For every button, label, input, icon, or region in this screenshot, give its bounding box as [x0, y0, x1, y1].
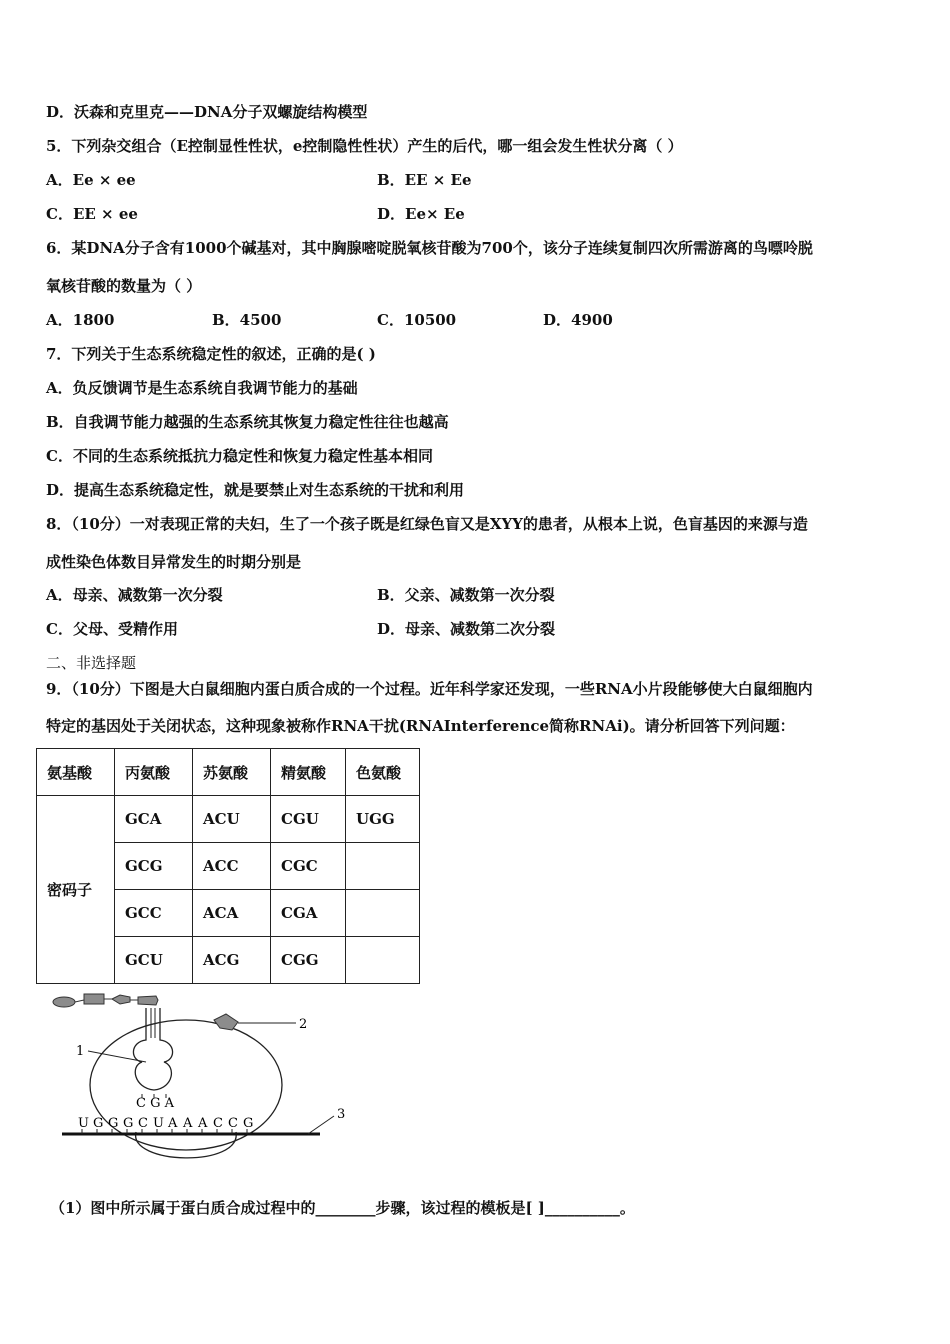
codon-cell: ACC [193, 843, 271, 890]
codon-table [36, 748, 420, 984]
amino-acid [84, 994, 104, 1004]
mrna-base: G [243, 1116, 254, 1131]
q5-option-a: A．Ee × ee [46, 171, 136, 189]
q7-stem: 7．下列关于生态系统稳定性的叙述，正确的是( ) [46, 345, 376, 363]
label-3-leader [308, 1116, 334, 1134]
section-heading: 二、非选择题 [46, 654, 137, 672]
q5-stem: 5．下列杂交组合（E控制显性性状，e控制隐性性状）产生的后代，哪一组会发生性状分离（ ） [46, 137, 683, 155]
q8-stem-line2: 成性染色体数目异常发生的时期分别是 [46, 553, 302, 571]
q6-option-b: B．4500 [212, 311, 282, 329]
mrna-base: C [138, 1116, 148, 1131]
header-cell: 精氨酸 [271, 749, 346, 796]
codon-cell: GCU [115, 937, 193, 984]
header-cell: 丙氨酸 [115, 749, 193, 796]
q6-option-d: D．4900 [543, 311, 613, 329]
row-label: 密码子 [37, 796, 115, 984]
amino-acid [138, 996, 158, 1005]
mrna-base: A [183, 1116, 193, 1131]
ribosome-small-subunit [136, 1132, 237, 1158]
codon-cell: ACG [193, 937, 271, 984]
codon-cell: UGG [346, 796, 420, 843]
mrna-base: U [153, 1116, 164, 1131]
q9-stem-line1: 9．（10分）下图是大白鼠细胞内蛋白质合成的一个过程。近年科学家还发现，一些RNA小片段能够使大白鼠细胞内 [46, 680, 813, 698]
mrna-base: C [228, 1116, 238, 1131]
label-3: 3 [337, 1107, 346, 1122]
header-cell: 氨基酸 [37, 749, 115, 796]
label-2: 2 [299, 1017, 308, 1032]
amino-acid [112, 995, 130, 1004]
header-cell: 色氨酸 [346, 749, 420, 796]
q5-option-d: D．Ee× Ee [377, 205, 465, 223]
q8-option-b: B．父亲、减数第一次分裂 [377, 586, 555, 604]
codon-cell: CGG [271, 937, 346, 984]
codon-cell: CGA [271, 890, 346, 937]
q4-option-d: D．沃森和克里克——DNA分子双螺旋结构模型 [46, 103, 368, 121]
q7-option-d: D．提高生态系统稳定性，就是要禁止对生态系统的干扰和利用 [46, 481, 465, 499]
mrna-base: G [108, 1116, 119, 1131]
q5-option-c: C．EE × ee [46, 205, 138, 223]
q8-option-d: D．母亲、减数第二次分裂 [377, 620, 556, 638]
q9-stem-line2: 特定的基因处于关闭状态，这种现象被称作RNA干扰(RNAInterference简称RNAi)。请分析回答下列问题： [46, 717, 795, 735]
codon-cell: ACU [193, 796, 271, 843]
q7-option-b: B．自我调节能力越强的生态系统其恢复力稳定性往往也越高 [46, 413, 449, 431]
codon-cell: CGU [271, 796, 346, 843]
q7-option-a: A．负反馈调节是生态系统自我调节能力的基础 [46, 379, 358, 397]
codon-cell: CGC [271, 843, 346, 890]
codon-cell: GCC [115, 890, 193, 937]
translation-diagram [50, 990, 370, 1170]
mrna-base: U [78, 1116, 89, 1131]
free-amino-acid [214, 1014, 238, 1030]
codon-cell: GCA [115, 796, 193, 843]
codon-cell [346, 937, 420, 984]
q7-option-c: C．不同的生态系统抵抗力稳定性和恢复力稳定性基本相同 [46, 447, 433, 465]
mrna-base: C [213, 1116, 223, 1131]
codon-cell: ACA [193, 890, 271, 937]
anticodon: C G A [136, 1096, 174, 1111]
q6-option-a: A．1800 [46, 311, 115, 329]
q8-option-c: C．父母、受精作用 [46, 620, 178, 638]
q6-option-c: C．10500 [377, 311, 457, 329]
header-cell: 苏氨酸 [193, 749, 271, 796]
q9-sub1: （1）图中所示属于蛋白质合成过程中的________步骤，该过程的模板是[ ]__________。 [50, 1199, 635, 1217]
codon-cell [346, 843, 420, 890]
mrna-base: G [123, 1116, 134, 1131]
polypeptide-chain [53, 994, 158, 1007]
q8-stem-line1: 8．（10分）一对表现正常的夫妇，生了一个孩子既是红绿色盲又是XYY的患者，从根本上说，色盲基因的来源与造 [46, 515, 808, 533]
mrna-base: G [93, 1116, 104, 1131]
q8-option-a: A．母亲、减数第一次分裂 [46, 586, 223, 604]
amino-acid [53, 997, 75, 1007]
codon-cell [346, 890, 420, 937]
q6-stem-line2: 氧核苷酸的数量为（ ） [46, 277, 202, 295]
trna [133, 1008, 172, 1090]
mrna-base: A [198, 1116, 208, 1131]
mrna-base: A [168, 1116, 178, 1131]
q5-option-b: B．EE × Ee [377, 171, 472, 189]
q6-stem-line1: 6．某DNA分子含有1000个碱基对，其中胸腺嘧啶脱氧核苷酸为700个，该分子连续复制四次所需游离的鸟嘌呤脱 [46, 239, 813, 257]
label-1: 1 [76, 1044, 85, 1059]
codon-cell: GCG [115, 843, 193, 890]
